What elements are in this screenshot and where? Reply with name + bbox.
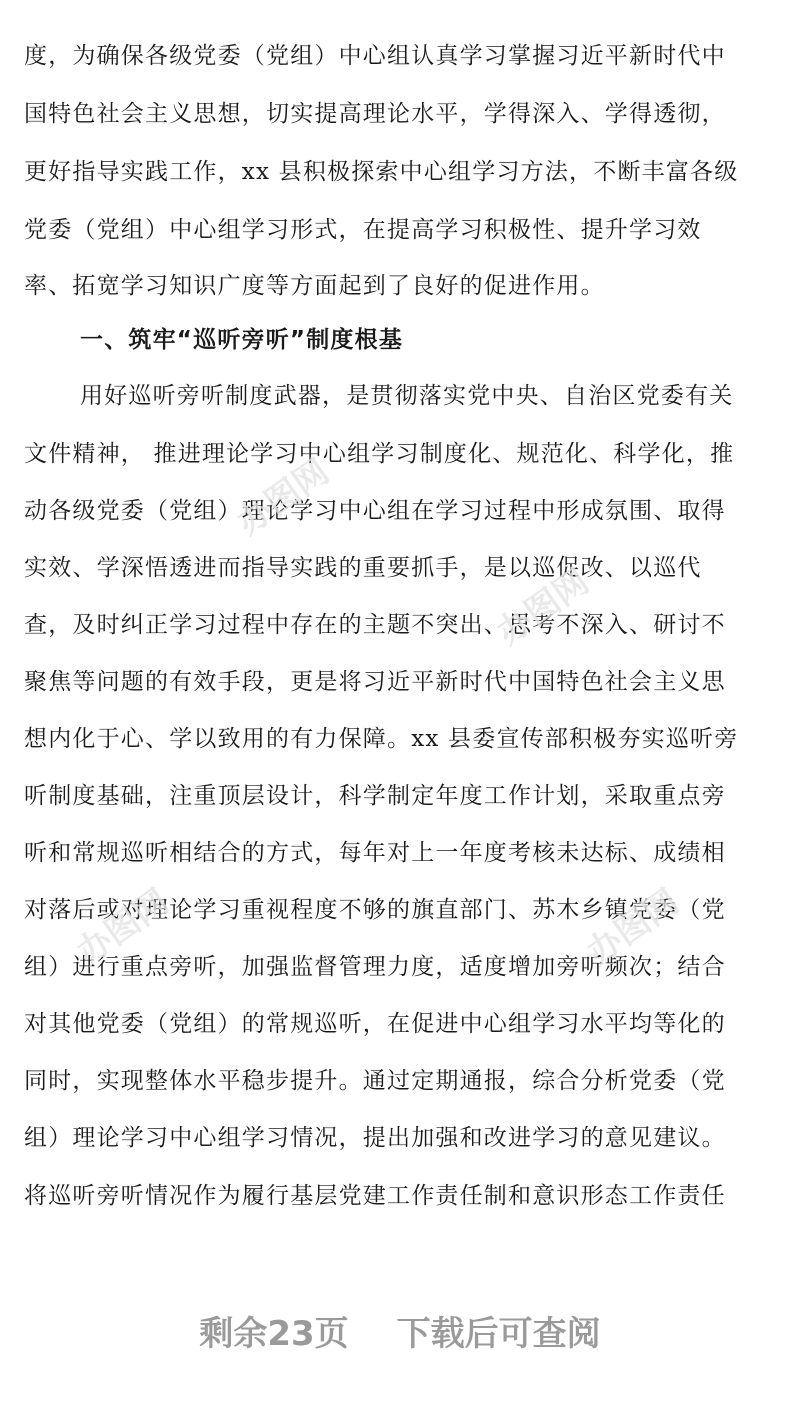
text-line-4: 党委（党组）中心组学习形式，在提高学习积极性、提升学习效 <box>24 217 702 243</box>
text-line-21: 将巡听旁听情况作为履行基层党建工作责任制和意识形态工作责任 <box>24 1183 726 1209</box>
text-line-14: 听制度基础，注重顶层设计，科学制定年度工作计划，采取重点旁 <box>24 783 726 809</box>
text-line-19: 同时，实现整体水平稳步提升。通过定期通报，综合分析党委（党 <box>24 1068 726 1094</box>
text-line-3: 更好指导实践工作，xx 县积极探索中心组学习方法，不断丰富各级 <box>24 159 739 185</box>
watermark-2: 办图网 <box>489 561 597 654</box>
text-line-18: 对其他党委（党组）的常规巡听，在促进中心组学习水平均等化的 <box>24 1011 726 1037</box>
text-line-11: 查，及时纠正学习过程中存在的主题不突出、思考不深入、研讨不 <box>24 612 726 638</box>
text-line-13: 想内化于心、学以致用的有力保障。xx 县委宣传部积极夯实巡听旁 <box>24 726 739 752</box>
download-to-view-link[interactable]: 下载后可查阅 <box>396 1313 601 1354</box>
text-line-8: 文件精神， 推进理论学习中心组学习制度化、规范化、科学化，推 <box>24 441 735 467</box>
text-line-10: 实效、学深悟透进而指导实践的重要抓手，是以巡促改、以巡代 <box>24 555 702 581</box>
remaining-pages-label[interactable]: 剩余23页 <box>199 1313 349 1354</box>
text-line-9: 动各级党委（党组）理论学习中心组在学习过程中形成氛围、取得 <box>24 498 726 524</box>
text-line-17: 组）进行重点旁听，加强监督管理力度，适度增加旁听频次；结合 <box>24 954 726 980</box>
watermark-3: 办图网 <box>69 881 177 974</box>
text-line-15: 听和常规巡听相结合的方式，每年对上一年度考核未达标、成绩相 <box>24 840 726 866</box>
watermark-1: 办图网 <box>229 451 337 544</box>
text-line-20: 组）理论学习中心组学习情况，提出加强和改进学习的意见建议。 <box>24 1125 726 1151</box>
section-heading: 一、筑牢“巡听旁听”制度根基 <box>80 327 404 353</box>
text-line-12: 聚焦等问题的有效手段，更是将习近平新时代中国特色社会主义思 <box>24 669 726 695</box>
text-line-7: 用好巡听旁听制度武器，是贯彻落实党中央、自治区党委有关 <box>80 383 734 409</box>
text-line-2: 国特色社会主义思想，切实提高理论水平，学得深入、学得透彻， <box>24 101 726 127</box>
watermark-4: 办图网 <box>579 881 687 974</box>
text-line-1: 度，为确保各级党委（党组）中心组认真学习掌握习近平新时代中 <box>24 43 726 69</box>
text-line-5: 率、拓宽学习知识广度等方面起到了良好的促进作用。 <box>24 273 605 299</box>
download-prompt[interactable] <box>0 1300 800 1360</box>
text-line-16: 对落后或对理论学习重视程度不够的旗直部门、苏木乡镇党委（党 <box>24 897 726 923</box>
